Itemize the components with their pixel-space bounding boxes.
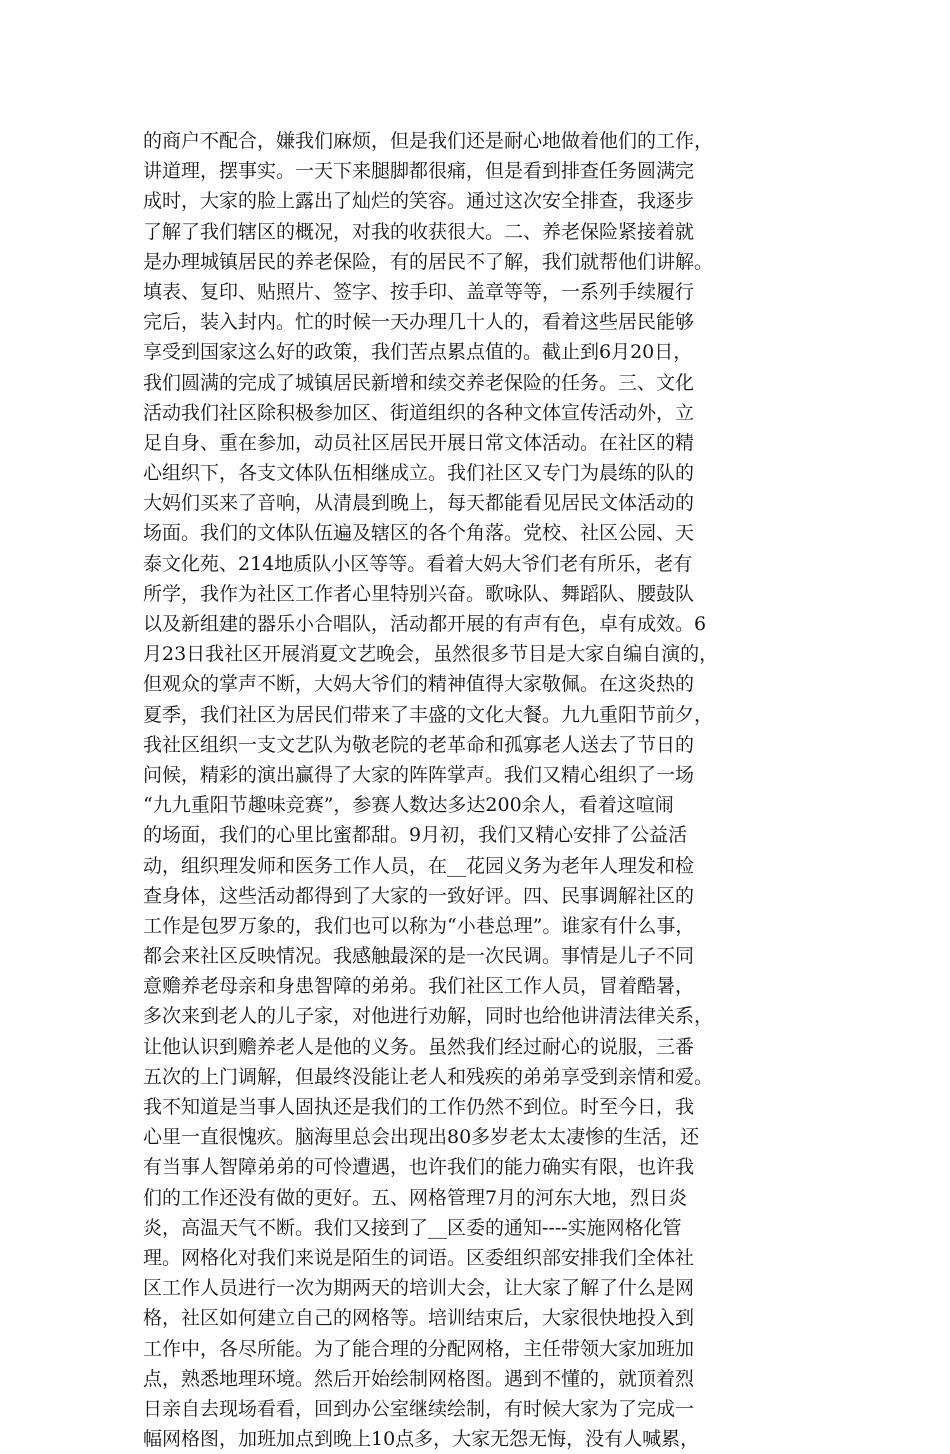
body-text xyxy=(143,126,819,1454)
text-line: 问候，精彩的演出赢得了大家的阵阵掌声。我们又精心组织了一场 xyxy=(143,763,695,786)
text-line: 的场面，我们的心里比蜜都甜。9月初，我们又精心安排了公益活 xyxy=(143,824,688,847)
text-line: 活动我们社区除积极参加区、街道组织的各种文体宣传活动外，立 xyxy=(143,401,695,424)
text-line: 点，熟悉地理环境。然后开始绘制网格图。遇到不懂的，就顶着烈 xyxy=(143,1367,695,1390)
text-line: 大妈们买来了音响，从清晨到晚上，每天都能看见居民文体活动的 xyxy=(143,492,695,515)
text-line: 让他认识到赡养老人是他的义务。虽然我们经过耐心的说服，三番 xyxy=(143,1035,695,1058)
text-line: 五次的上门调解，但最终没能让老人和残疾的弟弟享受到亲情和爱。 xyxy=(143,1065,714,1088)
text-line: 月23日我社区开展消夏文艺晚会，虽然很多节目是大家自编自演的， xyxy=(143,643,719,666)
text-line: 享受到国家这么好的政策，我们苦点累点值的。截止到6月20日， xyxy=(143,341,693,364)
text-line: 意赡养老母亲和身患智障的弟弟。我们社区工作人员，冒着酷暑， xyxy=(143,975,695,998)
text-line: 夏季，我们社区为居民们带来了丰盛的文化大餐。九九重阳节前夕， xyxy=(143,703,714,726)
text-line: 动，组织理发师和医务工作人员，在__花园义务为老年人理发和检 xyxy=(143,854,695,877)
text-line: 格，社区如何建立自己的网格等。培训结束后，大家很快地投入到 xyxy=(143,1307,695,1330)
text-line: “九九重阳节趣味竞赛”，参赛人数达多达200余人，看着这喧闹 xyxy=(143,794,674,817)
text-line: 泰文化苑、214地质队小区等等。看着大妈大爷们老有所乐，老有 xyxy=(143,552,693,575)
text-line: 我不知道是当事人固执还是我们的工作仍然不到位。时至今日，我 xyxy=(143,1096,695,1118)
text-line: 完后，装入封内。忙的时候一天办理几十人的，看着这些居民能够 xyxy=(143,311,695,334)
text-line: 我社区组织一支文艺队为敬老院的老革命和孤寡老人送去了节日的 xyxy=(143,733,695,756)
text-line: 我们圆满的完成了城镇居民新增和续交养老保险的任务。三、文化 xyxy=(143,371,695,394)
text-line: 工作是包罗万象的，我们也可以称为“小巷总理”。谁家有什么事， xyxy=(143,914,695,937)
text-line: 理。网格化对我们来说是陌生的词语。区委组织部安排我们全体社 xyxy=(143,1246,695,1269)
text-line: 心里一直很愧疚。脑海里总会出现出80多岁老太太凄惨的生活，还 xyxy=(143,1126,700,1149)
text-line: 区工作人员进行一次为期两天的培训大会，让大家了解了什么是网 xyxy=(143,1277,695,1300)
text-line: 是办理城镇居民的养老保险，有的居民不了解，我们就帮他们讲解。 xyxy=(143,250,714,273)
text-line: 但观众的掌声不断，大妈大爷们的精神值得大家敬佩。在这炎热的 xyxy=(143,673,695,696)
text-line: 的商户不配合，嫌我们麻烦，但是我们还是耐心地做着他们的工作， xyxy=(143,130,714,152)
text-line: 有当事人智障弟弟的可怜遭遇，也许我们的能力确实有限，也许我 xyxy=(143,1156,695,1179)
text-line: 工作中，各尽所能。为了能合理的分配网格，主任带领大家加班加 xyxy=(143,1337,695,1360)
text-line: 填表、复印、贴照片、签字、按手印、盖章等等，一系列手续履行 xyxy=(143,280,695,303)
text-line: 足自身、重在参加，动员社区居民开展日常文体活动。在社区的精 xyxy=(143,431,695,454)
text-line: 心组织下，各支文体队伍相继成立。我们社区又专门为晨练的队的 xyxy=(143,462,695,485)
text-line: 以及新组建的器乐小合唱队，活动都开展的有声有色，卓有成效。6 xyxy=(143,613,707,635)
text-line: 幅网格图，加班加点到晚上10点多，大家无怨无悔，没有人喊累， xyxy=(143,1428,700,1451)
text-line: 们的工作还没有做的更好。五、网格管理7月的河东大地，烈日炎 xyxy=(143,1186,688,1209)
text-line: 都会来社区反映情况。我感触最深的是一次民调。事情是儿子不同 xyxy=(143,945,695,968)
text-line: 多次来到老人的儿子家，对他进行劝解，同时也给他讲清法律关系， xyxy=(143,1005,714,1028)
text-line: 查身体，这些活动都得到了大家的一致好评。四、民事调解社区的 xyxy=(143,884,695,907)
text-line: 了解了我们辖区的概况，对我的收获很大。二、养老保险紧接着就 xyxy=(143,220,695,243)
text-line: 讲道理，摆事实。一天下来腿脚都很痛，但是看到排查任务圆满完 xyxy=(143,160,695,183)
text-line: 场面。我们的文体队伍遍及辖区的各个角落。党校、社区公园、天 xyxy=(143,522,695,545)
text-line: 所学，我作为社区工作者心里特别兴奋。歌咏队、舞蹈队、腰鼓队 xyxy=(143,582,695,605)
text-line: 炎，高温天气不断。我们又接到了__区委的通知----实施网格化管 xyxy=(143,1216,682,1239)
text-line: 成时，大家的脸上露出了灿烂的笑容。通过这次安全排查，我逐步 xyxy=(143,190,695,213)
text-line: 日亲自去现场看看，回到办公室继续绘制，有时候大家为了完成一 xyxy=(143,1397,695,1420)
